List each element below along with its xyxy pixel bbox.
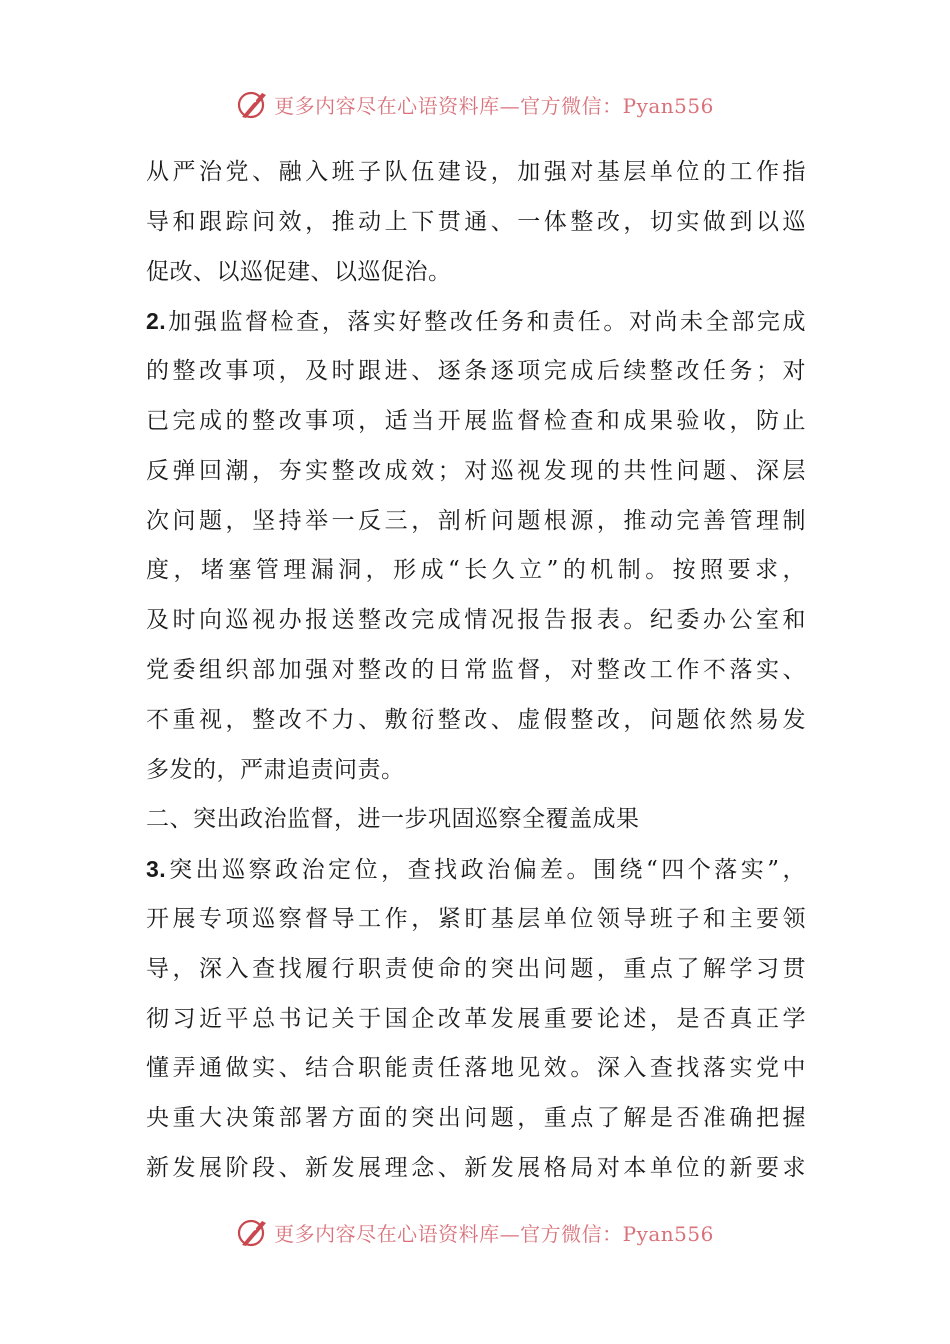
text-line bbox=[146, 845, 806, 895]
text-line bbox=[146, 945, 806, 995]
text-line bbox=[146, 1094, 806, 1144]
text-line bbox=[146, 297, 806, 347]
line-text: 新发展阶段、新发展理念、新发展格局对本单位的新要求 bbox=[146, 1154, 806, 1181]
line-text: 彻习近平总书记关于国企改革发展重要论述，是否真正学 bbox=[146, 1005, 806, 1032]
text-line bbox=[146, 447, 806, 497]
quill-pen-circle-icon bbox=[236, 87, 270, 121]
text-line bbox=[146, 995, 806, 1045]
text-line bbox=[146, 198, 806, 248]
line-text: 二、突出政治监督，进一步巩固巡察全覆盖成果 bbox=[146, 806, 640, 833]
text-line bbox=[146, 596, 806, 646]
text-line bbox=[146, 148, 806, 198]
item-number: 3. bbox=[146, 856, 167, 883]
watermark-text: 更多内容尽在心语资料库—官方微信：Pyan556 bbox=[274, 1221, 714, 1246]
line-text: 不重视，整改不力、敷衍整改、虚假整改，问题依然易发 bbox=[146, 706, 806, 733]
text-line bbox=[146, 746, 806, 796]
line-text: 及时向巡视办报送整改完成情况报告报表。纪委办公室和 bbox=[146, 607, 806, 634]
line-text: 导，深入查找履行职责使命的突出问题，重点了解学习贯 bbox=[146, 955, 806, 982]
line-text: 从严治党、融入班子队伍建设，加强对基层单位的工作指 bbox=[146, 159, 806, 185]
watermark-text: 更多内容尽在心语资料库—官方微信：Pyan556 bbox=[274, 93, 714, 118]
line-text: 已完成的整改事项，适当开展监督检查和成果验收，防止 bbox=[146, 407, 806, 434]
line-text: 懂弄通做实、结合职能责任落地见效。深入查找落实党中 bbox=[146, 1055, 806, 1082]
line-text: 的整改事项，及时跟进、逐条逐项完成后续整改任务；对 bbox=[146, 358, 806, 385]
line-text: 促改、以巡促建、以巡促治。 bbox=[146, 258, 452, 285]
header-watermark bbox=[0, 84, 950, 124]
text-line bbox=[146, 248, 806, 298]
footer-watermark bbox=[0, 1212, 950, 1252]
quill-pen-circle-icon bbox=[236, 1215, 270, 1249]
text-line bbox=[146, 895, 806, 945]
text-line bbox=[146, 397, 806, 447]
line-text: 央重大决策部署方面的突出问题，重点了解是否准确把握 bbox=[146, 1105, 806, 1132]
document-body bbox=[146, 148, 806, 1194]
line-text: 加强监督检查，落实好整改任务和责任。对尚未全部完成 bbox=[166, 309, 806, 336]
text-line bbox=[146, 1044, 806, 1094]
line-text: 党委组织部加强对整改的日常监督，对整改工作不落实、 bbox=[146, 656, 806, 683]
line-text: 导和跟踪问效，推动上下贯通、一体整改，切实做到以巡 bbox=[146, 208, 806, 235]
line-text: 次问题，坚持举一反三，剖析问题根源，推动完善管理制 bbox=[146, 507, 806, 534]
text-line bbox=[146, 347, 806, 397]
text-line bbox=[146, 1144, 806, 1194]
text-line bbox=[146, 546, 806, 596]
item-number: 2. bbox=[146, 308, 167, 335]
text-line bbox=[146, 646, 806, 696]
line-text: 开展专项巡察督导工作，紧盯基层单位领导班子和主要领 bbox=[146, 905, 806, 932]
text-line bbox=[146, 497, 806, 547]
line-text: 突出巡察政治定位，查找政治偏差。围绕“四个落实”， bbox=[166, 857, 806, 884]
text-line bbox=[146, 696, 806, 746]
line-text: 反弹回潮，夯实整改成效；对巡视发现的共性问题、深层 bbox=[146, 457, 806, 484]
line-text: 度，堵塞管理漏洞，形成“长久立”的机制。按照要求， bbox=[146, 557, 806, 584]
text-line bbox=[146, 795, 806, 845]
line-text: 多发的，严肃追责问责。 bbox=[146, 756, 405, 783]
